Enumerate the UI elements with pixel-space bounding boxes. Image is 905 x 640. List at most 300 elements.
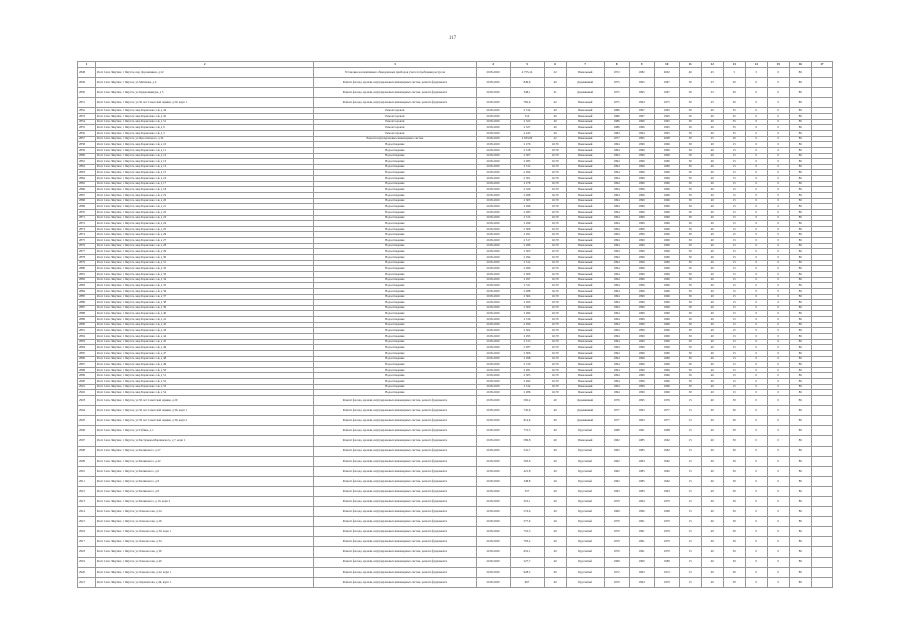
table-cell: Панельный (566, 249, 604, 255)
table-cell: 0 (767, 406, 789, 416)
table-cell: 2 312 (510, 260, 544, 266)
table-cell: Панельный (566, 130, 604, 136)
table-cell: 2860 (78, 153, 96, 159)
table-cell: 1996 (654, 311, 679, 317)
table-cell: 25 (701, 88, 723, 98)
table-cell: 2919 (78, 557, 96, 567)
table-cell: 2018-2020 (476, 379, 510, 385)
capital-repair-table (77, 61, 833, 588)
table-cell: 0 (745, 288, 767, 294)
table-cell: 1999 (629, 209, 654, 215)
table-cell: 40 (544, 577, 566, 587)
table-cell: 16,79 (544, 249, 566, 255)
table-cell: 0 (767, 322, 789, 328)
table-cell: 86 (789, 119, 811, 125)
table-cell: 0 (767, 277, 789, 283)
table-cell: 40 (701, 159, 723, 165)
table-cell: 2018-2020 (476, 192, 510, 198)
table-cell: Брусчатый (566, 476, 604, 486)
table-cell: Респ Саха /Якутия/, г Якутск, мкр Борисовка 1-й, д 38 (96, 300, 314, 306)
table-cell: 2018-2020 (476, 416, 510, 426)
table-cell: 40 (544, 547, 566, 557)
table-cell: 2018-2020 (476, 547, 510, 557)
table-cell: 1999 (629, 204, 654, 210)
table-cell: 2 313 (510, 339, 544, 345)
table-cell: 30 (679, 187, 701, 193)
table-cell: 1985 (629, 476, 654, 486)
table-cell: 30 (723, 567, 745, 577)
table-cell: 40 (701, 255, 723, 261)
table-cell: 86 (789, 288, 811, 294)
table-cell: 2 286 (510, 243, 544, 249)
table-cell: 30 (679, 226, 701, 232)
table-cell: 40 (544, 416, 566, 426)
table-cell: 40 (701, 328, 723, 334)
table-cell: 2 309 (510, 305, 544, 311)
table-cell: 2894 (78, 345, 96, 351)
table-cell: 2018-2020 (476, 130, 510, 136)
table-cell: 40 (701, 517, 723, 527)
table-cell: 2018-2020 (476, 322, 510, 328)
table-cell: 42 (544, 98, 566, 108)
table-cell: Респ Саха /Якутия/, г Якутск, ул Белинского, д 10, корп 2 (96, 496, 314, 506)
table-cell: 30 (679, 379, 701, 385)
table-cell: Панельный (566, 232, 604, 238)
table-cell: 1970 (654, 527, 679, 537)
table-cell: 2909 (78, 456, 96, 466)
table-cell: 15 (723, 350, 745, 356)
table-cell: 86 (789, 114, 811, 120)
table-cell: 2889 (78, 317, 96, 323)
table-cell: 0 (745, 271, 767, 277)
table-cell: 1999 (629, 215, 654, 221)
table-cell: 0 (767, 170, 789, 176)
table-cell: 16,79 (544, 362, 566, 368)
header-cell: 5 (510, 62, 544, 68)
table-cell: 0 (745, 283, 767, 289)
table-cell: 30 (723, 577, 745, 587)
table-cell: 2918 (78, 547, 96, 557)
table-cell: 1999 (629, 266, 654, 272)
table-cell: 30 (723, 446, 745, 456)
table-cell: 30 (679, 181, 701, 187)
table-cell: Водоотведение (314, 300, 476, 306)
table-cell: Панельный (566, 164, 604, 170)
table-cell: 1996 (654, 350, 679, 356)
table-cell: 30 (679, 130, 701, 136)
table-cell: Водоотведение (314, 198, 476, 204)
table-cell: Водоотведение (314, 204, 476, 210)
table-cell: 0 (767, 136, 789, 142)
table-cell: Водоотведение (314, 187, 476, 193)
table-cell: 0 (745, 192, 767, 198)
table-cell: 22 (544, 136, 566, 142)
table-cell: 1970 (604, 496, 629, 506)
table-cell: 0 (745, 215, 767, 221)
table-cell: Респ Саха /Якутия/, г Якутск, ул Ломоносова, д 26 (96, 517, 314, 527)
table-cell: Респ Саха /Якутия/, г Якутск, ул 50 лет Советской Армии, д 30, корп 2 (96, 416, 314, 426)
table-cell: 0 (767, 339, 789, 345)
table-cell: 2 307 (510, 153, 544, 159)
table-cell: 0 (767, 476, 789, 486)
table-cell: Водоотведение (314, 322, 476, 328)
table-cell: 2907 (78, 436, 96, 446)
table-cell: 40 (701, 176, 723, 182)
table-cell: 1970 (604, 517, 629, 527)
table-cell: 1994 (604, 277, 629, 283)
table-cell: Респ Саха /Якутия/, г Якутск, мкр Борисовка 1-й, д 24 (96, 221, 314, 227)
table-cell (811, 98, 832, 108)
table-cell: 1969 (654, 507, 679, 517)
table-cell: 30 (679, 114, 701, 120)
table-cell: 16,79 (544, 232, 566, 238)
table-cell: Респ Саха /Якутия/, г Якутск, мкр Борисовка 1-й, д 34 (96, 277, 314, 283)
header-cell: 9 (629, 62, 654, 68)
table-cell: Панельный (566, 294, 604, 300)
table-cell: 0 (767, 226, 789, 232)
table-cell: Ремонт фасада, кровли, внутридомовых инженерных систем, ремонт фундамента (314, 396, 476, 406)
table-cell: 1996 (629, 125, 654, 131)
table-cell: 1977 (604, 136, 629, 142)
table-cell: 15 (723, 226, 745, 232)
table-cell: 86 (789, 300, 811, 306)
table-cell: 0 (767, 517, 789, 527)
table-cell: 1994 (604, 328, 629, 334)
table-cell: 0 (745, 466, 767, 476)
table-cell: 0 (745, 577, 767, 587)
table-cell: 2 305 (510, 198, 544, 204)
table-cell: Ремонт кровли (314, 108, 476, 114)
table-cell: Панельный (566, 215, 604, 221)
table-cell: Панельный (566, 170, 604, 176)
table-cell: Респ Саха /Якутия/, г Якутск, мкр Борисовка 1-й, д 51 (96, 119, 314, 125)
table-cell: 40 (701, 577, 723, 587)
table-cell: 2018-2020 (476, 406, 510, 416)
table-cell: Панельный (566, 436, 604, 446)
table-cell: Панельный (566, 345, 604, 351)
table-cell: 2854 (78, 119, 96, 125)
table-cell: 16,79 (544, 277, 566, 283)
table-cell: 0 (767, 311, 789, 317)
table-cell: Респ Саха /Якутия/, г Якутск, мкр Борисовка 1-й, д 46 (96, 345, 314, 351)
table-cell: Брусчатый (566, 456, 604, 466)
table-cell: Водоотведение (314, 305, 476, 311)
table-cell: Водоотведение (314, 345, 476, 351)
table-cell: Ремонт фасада, кровли, внутридомовых инженерных систем, ремонт фундамента (314, 527, 476, 537)
table-cell: 86 (789, 367, 811, 373)
table-cell: 2 312 (510, 164, 544, 170)
table-cell: 35 (723, 108, 745, 114)
table-cell: Респ Саха /Якутия/, г Якутск, мкр Борисовка 1-й, д 30 (96, 255, 314, 261)
table-cell: Респ Саха /Якутия/, г Якутск, ул Ломоносова, д 36 (96, 547, 314, 557)
table-cell: 2018-2020 (476, 567, 510, 577)
table-cell: 1975 (604, 78, 629, 88)
table-cell: 1991 (629, 537, 654, 547)
table-cell: 40 (701, 300, 723, 306)
table-cell: 1995 (629, 396, 654, 406)
table-cell: 2018-2020 (476, 136, 510, 142)
table-cell: Респ Саха /Якутия/, г Якутск, ул Белинского, д 8 (96, 476, 314, 486)
table-cell: 86 (789, 356, 811, 362)
table-cell: 2851 (78, 98, 96, 108)
table-cell: 30 (679, 283, 701, 289)
table-cell: 0 (767, 255, 789, 261)
table-cell: 0 (767, 496, 789, 506)
table-cell: 2018-2020 (476, 311, 510, 317)
table-cell: Водоотведение (314, 356, 476, 362)
table-cell: 1995 (654, 130, 679, 136)
table-cell: Ремонт кровли (314, 119, 476, 125)
table-cell: 15 (723, 294, 745, 300)
table-cell: 2018-2020 (476, 68, 510, 78)
table-cell: 86 (789, 547, 811, 557)
table-cell: 2 276 (510, 142, 544, 148)
table-cell: 40 (701, 446, 723, 456)
table-cell: 348,1 (510, 88, 544, 98)
table-cell: 1996 (654, 142, 679, 148)
table-cell: 2018-2020 (476, 390, 510, 396)
table-cell: 2 280 (510, 266, 544, 272)
table-cell: 30 (723, 396, 745, 406)
table-cell: 40 (544, 476, 566, 486)
table-cell: 30 (679, 176, 701, 182)
table-cell (811, 507, 832, 517)
table-cell: 86 (789, 577, 811, 587)
table-cell: 0 (767, 362, 789, 368)
table-cell: 0 (745, 232, 767, 238)
table-cell: 40 (544, 125, 566, 131)
table-cell: 1996 (654, 384, 679, 390)
table-cell: 15 (723, 300, 745, 306)
table-cell: Брусчатый (566, 567, 604, 577)
table-row (78, 567, 833, 577)
table-cell: 1999 (629, 249, 654, 255)
table-cell: 2018-2020 (476, 486, 510, 496)
table-cell: Ремонт кровли (314, 125, 476, 131)
table-cell: 35 (723, 114, 745, 120)
table-cell: Панельный (566, 68, 604, 78)
table-cell: 0 (745, 153, 767, 159)
table-cell: 2873 (78, 226, 96, 232)
header-cell: 7 (566, 62, 604, 68)
table-cell: 15 (723, 373, 745, 379)
table-cell: 2018-2020 (476, 373, 510, 379)
table-cell: 2018-2020 (476, 517, 510, 527)
table-cell: 0 (745, 130, 767, 136)
table-cell: 814,6 (510, 416, 544, 426)
table-cell: 2018-2020 (476, 384, 510, 390)
table-cell: 30 (679, 317, 701, 323)
table-cell: 0 (745, 507, 767, 517)
table-cell: 1994 (604, 390, 629, 396)
table-cell: 16,79 (544, 142, 566, 148)
table-cell: 86 (789, 557, 811, 567)
table-cell: 15 (679, 527, 701, 537)
table-cell: 0 (767, 181, 789, 187)
table-cell: 1999 (629, 187, 654, 193)
table-cell: Панельный (566, 181, 604, 187)
table-row (78, 396, 833, 406)
table-cell: 15 (723, 271, 745, 277)
table-cell: 30 (723, 527, 745, 537)
table-cell: 1996 (654, 362, 679, 368)
table-cell: 30 (679, 232, 701, 238)
table-cell: 1984 (604, 130, 629, 136)
table-cell: 563,6 (510, 456, 544, 466)
table-cell: 16,79 (544, 356, 566, 362)
table-cell: 0 (767, 221, 789, 227)
table-cell: 1999 (629, 384, 654, 390)
table-cell: 2 316 (510, 317, 544, 323)
table-cell: Деревянный (566, 88, 604, 98)
table-cell: Респ Саха /Якутия/, г Якутск, мкр Борисовка 1-й, д 40 (96, 311, 314, 317)
table-cell: Респ Саха /Якутия/, г Якутск, мкр Борисовка 1-й, д 43 (96, 328, 314, 334)
table-cell: 16,79 (544, 147, 566, 153)
table-cell: 0 (767, 567, 789, 577)
table-cell: 0 (767, 294, 789, 300)
table-cell: 1994 (604, 187, 629, 193)
table-cell: 86 (789, 187, 811, 193)
table-cell: Респ Саха /Якутия/, г Якутск, мкр Борисовка 1-й, д 36 (96, 288, 314, 294)
table-cell: 0 (745, 243, 767, 249)
table-cell: Водоотведение (314, 147, 476, 153)
table-cell: 2883 (78, 283, 96, 289)
table-cell: 1985 (629, 436, 654, 446)
table-cell: 0 (767, 159, 789, 165)
table-cell: 2 325 (510, 119, 544, 125)
table-cell: 40 (701, 288, 723, 294)
table-cell: 2904 (78, 406, 96, 416)
table-cell: 2018-2020 (476, 221, 510, 227)
table-cell: 40 (701, 339, 723, 345)
table-cell: 16,79 (544, 209, 566, 215)
table-cell: Панельный (566, 119, 604, 125)
table-cell: 1994 (629, 577, 654, 587)
table-cell: 30 (679, 367, 701, 373)
table-cell: 2888 (78, 311, 96, 317)
table-cell: 1996 (654, 390, 679, 396)
table-cell: 2018-2020 (476, 527, 510, 537)
table-cell: 1999 (629, 334, 654, 340)
table-cell: 2018-2020 (476, 226, 510, 232)
table-cell: 2 314 (510, 108, 544, 114)
table-cell: Водоотведение (314, 334, 476, 340)
table-cell: 1993 (629, 416, 654, 426)
table-cell: 15 (723, 305, 745, 311)
table-cell: 1996 (654, 198, 679, 204)
table-cell: 15 (723, 238, 745, 244)
table-cell: 0 (745, 204, 767, 210)
table-cell: Водоотведение (314, 176, 476, 182)
table-cell: 30 (723, 476, 745, 486)
table-cell: 30 (679, 390, 701, 396)
table-cell: 16,79 (544, 226, 566, 232)
table-cell: 2018-2020 (476, 277, 510, 283)
table-cell: 2 314 (510, 384, 544, 390)
table-cell: 0 (745, 436, 767, 446)
table-cell: 86 (789, 283, 811, 289)
table-cell: 86 (789, 527, 811, 537)
table-cell: 30 (679, 204, 701, 210)
table-cell: 20 (723, 78, 745, 88)
table-cell: 0 (745, 209, 767, 215)
table-cell: 2920 (78, 567, 96, 577)
table-cell: 1994 (604, 288, 629, 294)
header-cell: 10 (654, 62, 679, 68)
table-cell: Брусчатый (566, 557, 604, 567)
table-cell: 1994 (604, 283, 629, 289)
table-cell: 1999 (629, 226, 654, 232)
table-cell: Брусчатый (566, 486, 604, 496)
table-cell: 2 306 (510, 271, 544, 277)
table-cell: 1994 (604, 266, 629, 272)
table-cell: 15 (679, 456, 701, 466)
table-cell: 40 (701, 147, 723, 153)
table-cell: 40 (701, 311, 723, 317)
table-cell: 86 (789, 390, 811, 396)
table-cell: 2018-2020 (476, 294, 510, 300)
table-cell: 1991 (629, 547, 654, 557)
table-cell: 1994 (604, 232, 629, 238)
table-cell: Респ Саха /Якутия/, г Якутск, ул Ломоносова, д 30, корп 1 (96, 527, 314, 537)
table-cell: 0 (745, 249, 767, 255)
table-cell: Респ Саха /Якутия/, г Якутск, мкр Борисовка 1-й, д 27 (96, 238, 314, 244)
table-cell: 86 (789, 266, 811, 272)
table-cell: 15 (723, 345, 745, 351)
table-cell: Панельный (566, 339, 604, 345)
table-cell: 2 278 (510, 181, 544, 187)
table-cell: 0 (767, 232, 789, 238)
table-cell: 16,79 (544, 300, 566, 306)
table-cell: 2018-2020 (476, 238, 510, 244)
table-cell: Респ Саха /Якутия/, г Якутск, мкр Борисовка 1-й, д 19 (96, 192, 314, 198)
table-cell: 1995 (629, 136, 654, 142)
table-cell: 2018-2020 (476, 243, 510, 249)
table-cell: 1977 (654, 406, 679, 416)
table-cell: Водоотведение (314, 277, 476, 283)
table-cell: 86 (789, 243, 811, 249)
table-cell: 0 (745, 170, 767, 176)
table-cell: 15 (679, 406, 701, 416)
table-cell: 1999 (629, 232, 654, 238)
table-row (78, 547, 833, 557)
table-cell: 1994 (629, 98, 654, 108)
table-cell: 1996 (654, 356, 679, 362)
table-cell: 1991 (629, 426, 654, 436)
table-cell: Панельный (566, 204, 604, 210)
table-cell: Панельный (566, 238, 604, 244)
table-cell: 1996 (654, 159, 679, 165)
table-cell: 15 (679, 476, 701, 486)
table-cell: 40 (701, 130, 723, 136)
table-cell: Респ Саха /Якутия/, г Якутск, мкр Борисовка 1-й, д 3 (96, 130, 314, 136)
table-cell: 0 (767, 209, 789, 215)
table-cell: 2884 (78, 288, 96, 294)
table-cell: Респ Саха /Якутия/, г Якутск, ул Белинского, д 6 (96, 466, 314, 476)
table-cell: 2855 (78, 125, 96, 131)
table-cell: 40 (701, 317, 723, 323)
table-cell: 30 (679, 142, 701, 148)
table-cell: 40 (544, 527, 566, 537)
table-cell: Панельный (566, 108, 604, 114)
table-cell: 2 290 (510, 322, 544, 328)
table-cell: Панельный (566, 328, 604, 334)
table-cell: 592,4 (510, 396, 544, 406)
table-cell: Водоотведение (314, 379, 476, 385)
table-cell: 1999 (629, 198, 654, 204)
table-cell: 2895 (78, 350, 96, 356)
table-cell: 40 (701, 283, 723, 289)
